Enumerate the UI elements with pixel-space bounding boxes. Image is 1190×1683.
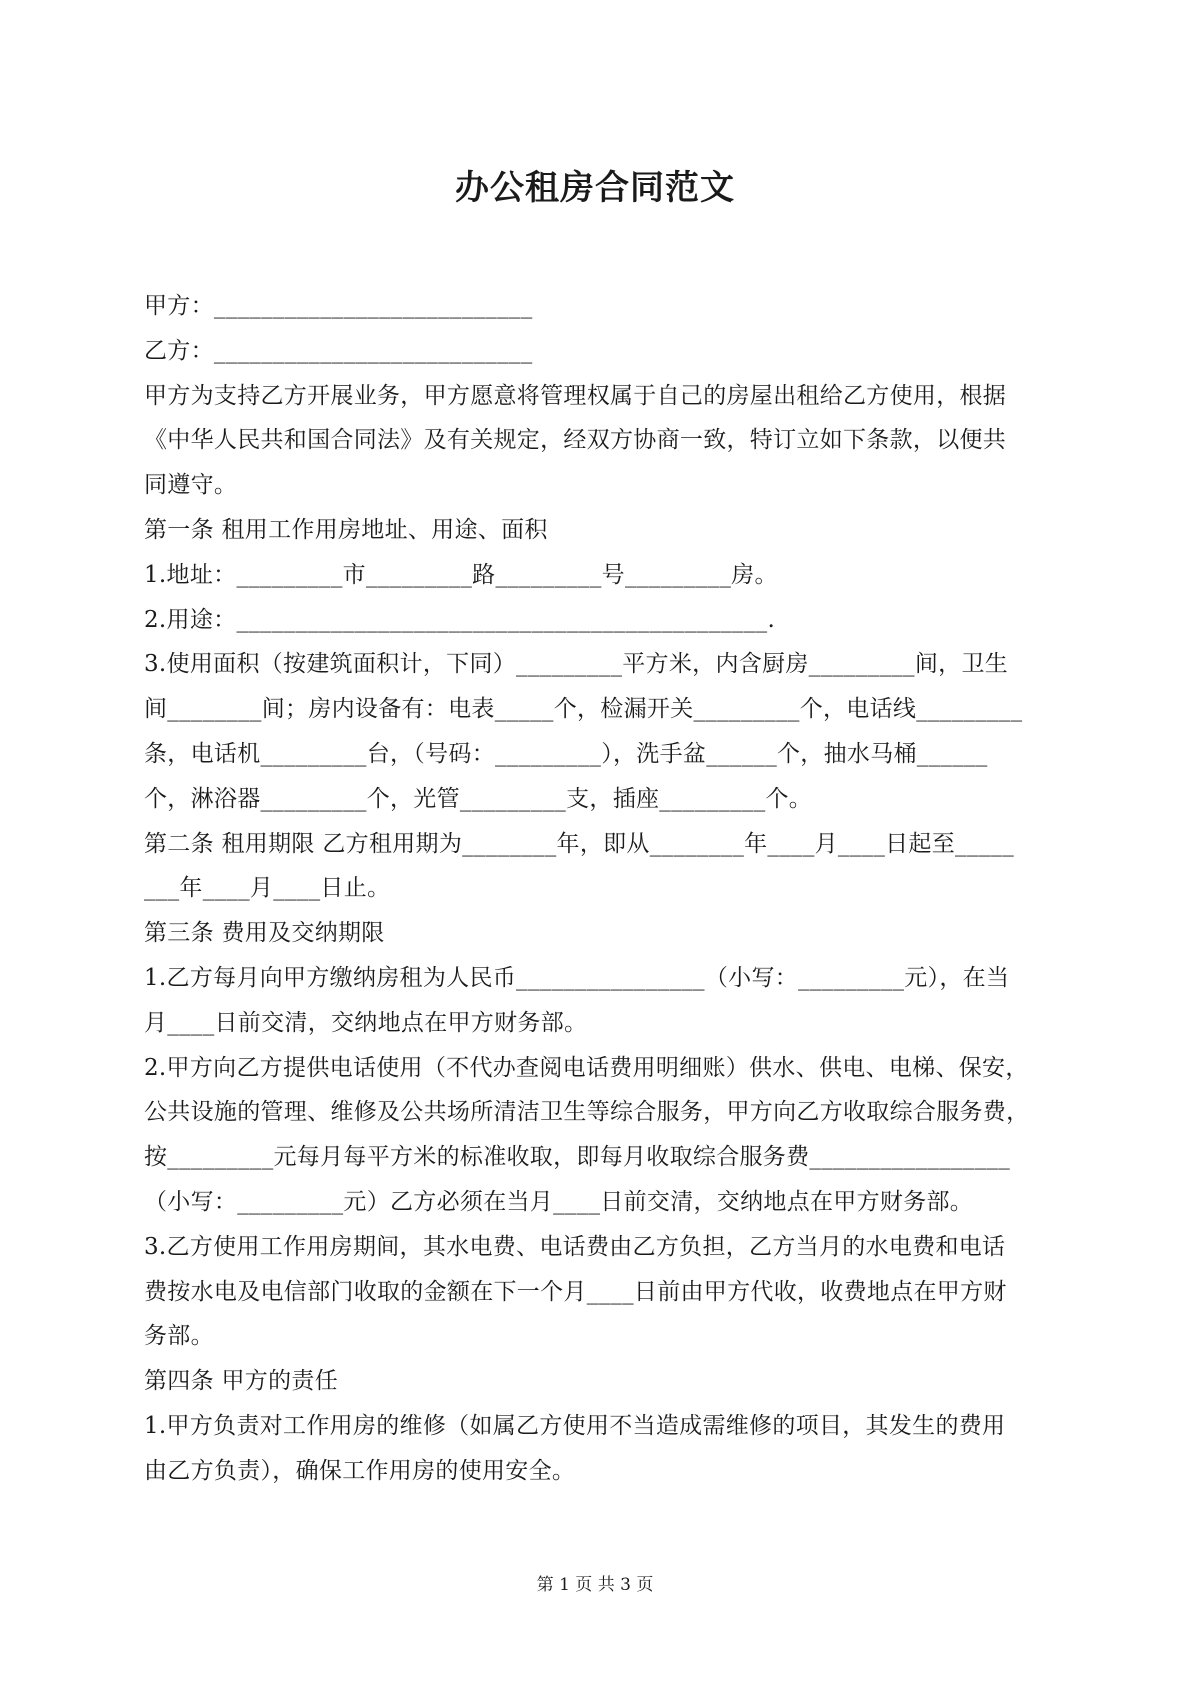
preamble-line: 同遵守。 (144, 472, 238, 499)
document-title: 办公租房合同范文 (455, 168, 735, 208)
preamble-line: 《中华人民共和国合同法》及有关规定，经双方协商一致，特订立如下条款，以便共 (144, 427, 1007, 454)
article-1-area-line: 条，电话机_________台，（号码：_________），洗手盆______个，抽水马桶______ (144, 740, 988, 767)
article-2-term-line: ___年____月____日止。 (144, 875, 391, 902)
article-4-repair-line: 1.甲方负责对工作用房的维修（如属乙方使用不当造成需维修的项目，其发生的费用 (144, 1412, 1006, 1439)
article-3-heading: 第三条 费用及交纳期限 (144, 920, 385, 947)
article-1-heading: 第一条 租用工作用房地址、用途、面积 (144, 516, 548, 543)
article-4-repair-line: 由乙方负责），确保工作用房的使用安全。 (144, 1457, 576, 1484)
article-4-heading: 第四条 甲方的责任 (144, 1368, 339, 1395)
article-3-rent-line: 1.乙方每月向甲方缴纳房租为人民币________________（小写：_________元），在当 (144, 964, 1010, 991)
article-3-utilities-line: 费按水电及电信部门收取的金额在下一个月____日前由甲方代收，收费地点在甲方财 (144, 1278, 1007, 1305)
article-1-area-line: 3.使用面积（按建筑面积计，下同）_________平方米，内含厨房_________间，卫生 (144, 651, 1009, 678)
article-1-purpose: 2.用途：_____________________________________________. (144, 606, 776, 633)
document-body (144, 284, 1056, 1494)
article-1-area-line: 间________间；房内设备有：电表_____个，检漏开关_________个，电话线_________ (144, 696, 1023, 723)
page-number-footer: 第 1 页 共 3 页 (536, 1575, 654, 1595)
article-1-area-line: 个，淋浴器_________个，光管_________支，插座_________个。 (144, 785, 813, 812)
article-3-service-line: 按_________元每月每平方米的标准收取，即每月收取综合服务费_________________ (144, 1144, 1010, 1171)
article-3-rent-line: 月____日前交清，交纳地点在甲方财务部。 (144, 1009, 588, 1036)
article-1-address: 1.地址：_________市_________路_________号_________房。 (144, 561, 778, 588)
article-3-utilities-line: 3.乙方使用工作用房期间，其水电费、电话费由乙方负担，乙方当月的水电费和电话 (144, 1233, 1006, 1260)
party-b-line: 乙方：___________________________ (144, 337, 533, 364)
article-2-term-line: 第二条 租用期限 乙方租用期为________年，即从________年____月____日起至_____ (144, 830, 1015, 857)
article-3-utilities-line: 务部。 (144, 1323, 214, 1350)
preamble-line: 甲方为支持乙方开展业务，甲方愿意将管理权属于自己的房屋出租给乙方使用，根据 (144, 382, 1007, 409)
article-3-service-line: 2.甲方向乙方提供电话使用（不代办查阅电话费用明细账）供水、供电、电梯、保安， (144, 1054, 1029, 1081)
article-3-service-line: 公共设施的管理、维修及公共场所清洁卫生等综合服务，甲方向乙方收取综合服务费， (144, 1099, 1030, 1126)
party-a-line: 甲方：___________________________ (144, 293, 533, 319)
article-3-service-line: （小写：_________元）乙方必须在当月____日前交清，交纳地点在甲方财务部。 (144, 1188, 974, 1215)
